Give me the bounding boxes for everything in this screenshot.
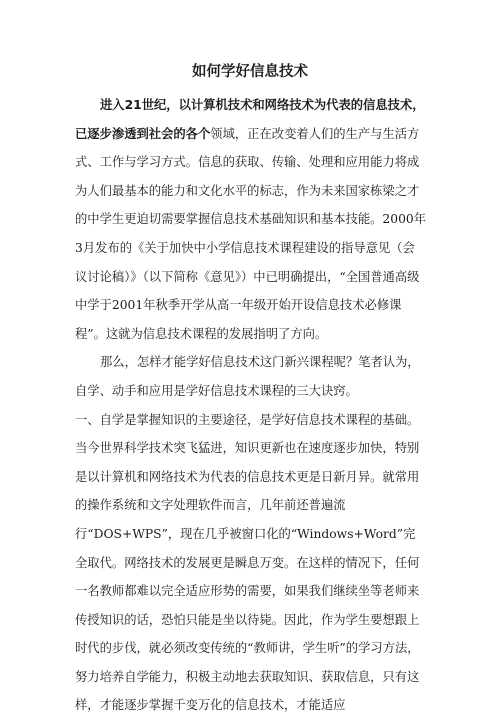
paragraph-1-lead: 进入21世纪，以计算机技术和网络技术为代表的信息技术，已逐步渗透到社会的各个 bbox=[75, 98, 425, 141]
paragraph-2: 那么，怎样才能学好信息技术这门新兴课程呢？笔者认为，自学、动手和应用是学好信息技术课程的三大诀窍。 bbox=[75, 355, 420, 398]
document-body bbox=[75, 91, 427, 720]
document-title: 如何学好信息技术 bbox=[192, 64, 308, 80]
paragraph-1 bbox=[75, 91, 427, 348]
paragraph-1-text: 领域，正在改变着人们的生产与生活方式、工作与学习方式。信息的获取、传输、处理和应用能力将成为人们最基本的能力和文化水平的标志，作为未来国家栋梁之才的中学生更迫切需要掌握信息技术基础知识和基本技能。2000年3月发布的《关于加快中小学信息技术课程建设的指导意见（会议讨论稿）》（以下简称《意见》）中已明确提出，“全国普通高级中学于2001年秋季开学从高一年级开始开设信息技术必修课程”。这就为信息技术课程的发展指明了方向。 bbox=[75, 126, 427, 341]
paragraph-3: 一、自学是掌握知识的主要途径，是学好信息技术课程的基础。当今世界科学技术突飞猛进，知识更新也在速度逐步加快，特别是以计算机和网络技术为代表的信息技术更是日新月异。就常用的操作系统和文字处理软件而言，几年前还普遍流行“DOS+WPS”，现在几乎被窗口化的“Windows+Word”完全取代。网络技术的发展更是瞬息万变。在这样的情况下，任何一名教师都难以完全适应形势的需要，如果我们继续坐等老师来传授知识的话，恐怕只能是坐以待毙。因此，作为学生要想跟上时代的步伐，就必须改变传统的“教师讲，学生听”的学习方法，努力培养自学能力，积极主动地去获取知识、获取信息，只有这样，才能逐步掌握千变万化的信息技术，才能适应 bbox=[75, 412, 420, 713]
